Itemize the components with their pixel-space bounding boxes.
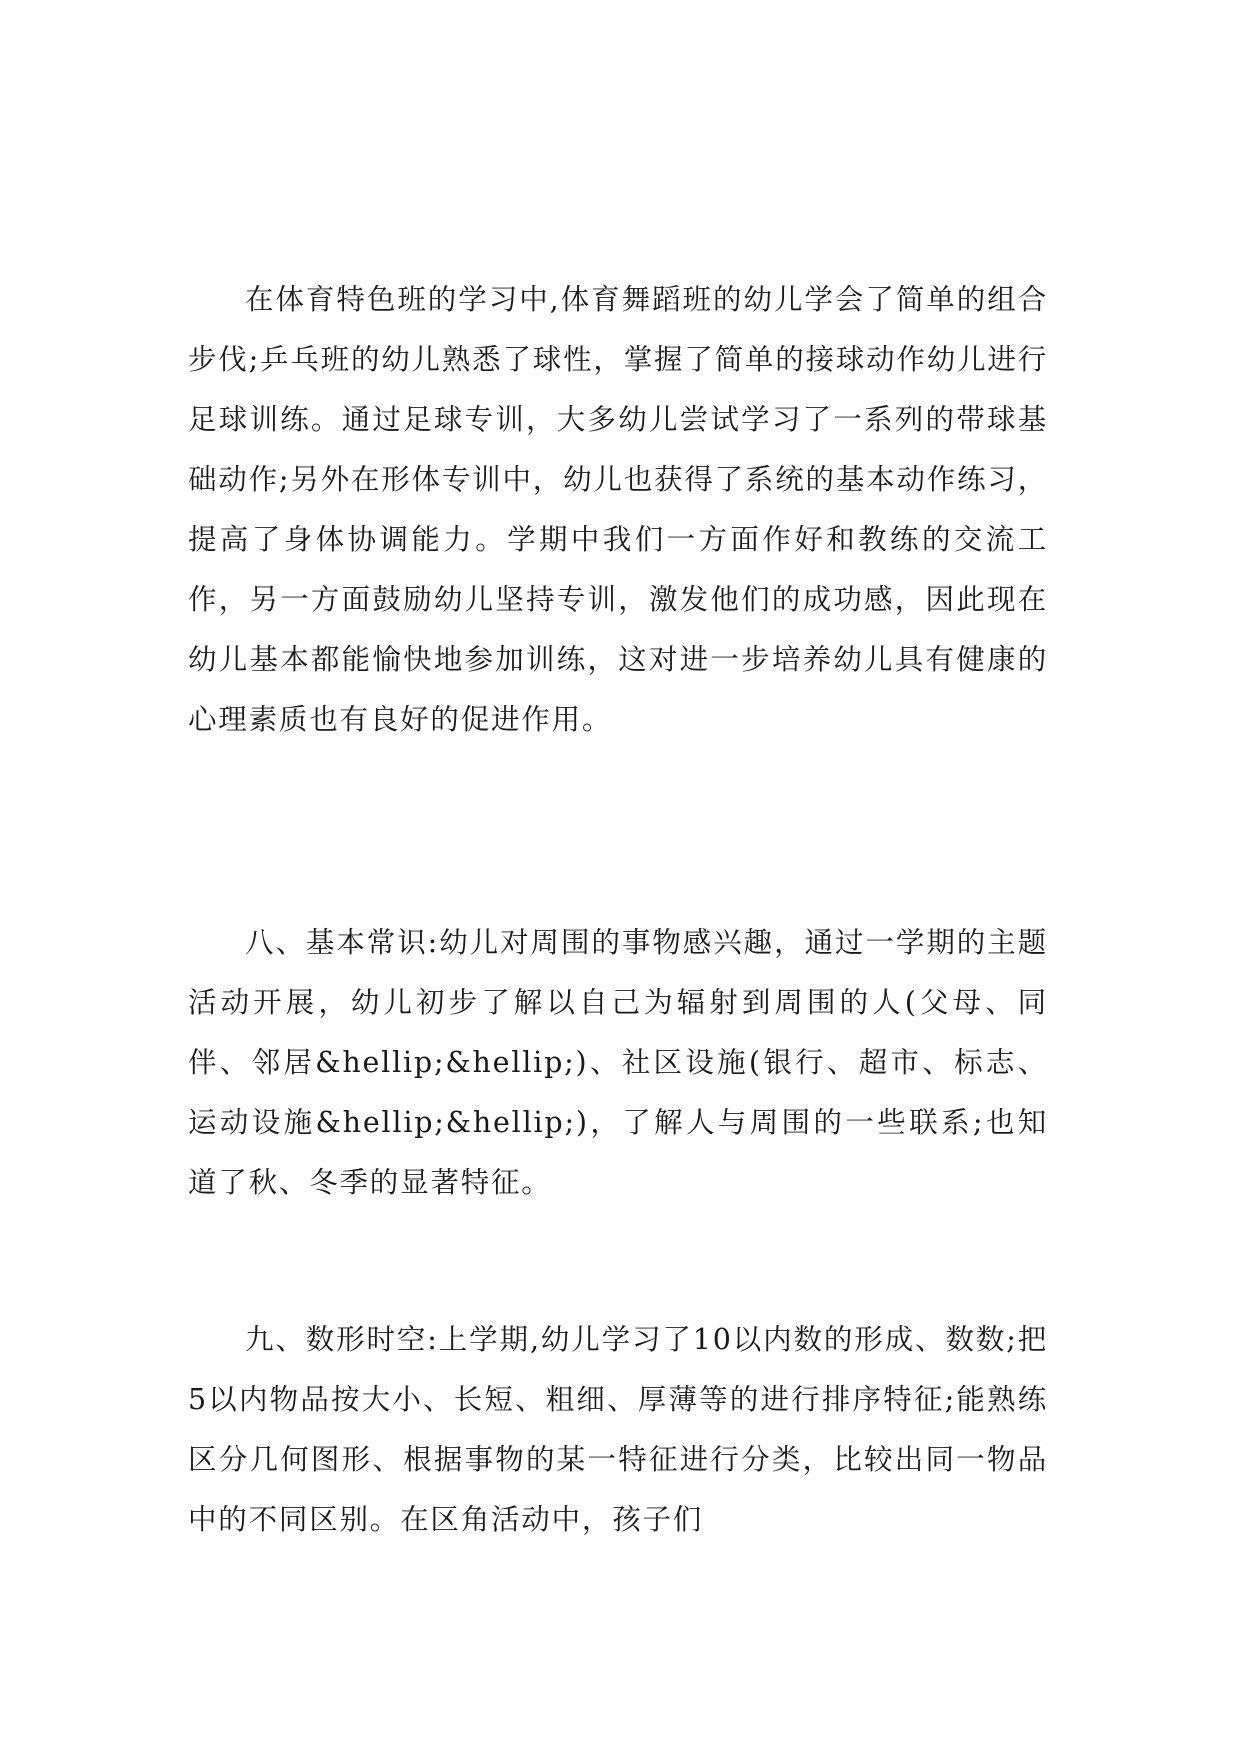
paragraph-sports-classes: 在体育特色班的学习中,体育舞蹈班的幼儿学会了简单的组合步伐;乒乓班的幼儿熟悉了球性，掌握了简单的接球动作幼儿进行足球训练。通过足球专训，大多幼儿尝试学习了一系列的带球基础动作;另外在形体专训中，幼儿也获得了系统的基本动作练习，提高了身体协调能力。学期中我们一方面作好和教练的交流工作，另一方面鼓励幼儿坚持专训，激发他们的成功感，因此现在幼儿基本都能愉快地参加训练，这对进一步培养幼儿具有健康的心理素质也有良好的促进作用。 [188,283,1048,736]
paragraph-basic-knowledge: 八、基本常识:幼儿对周围的事物感兴趣，通过一学期的主题活动开展，幼儿初步了解以自己为辐射到周围的人(父母、同伴、邻居&hellip;&hellip;)、社区设施(银行、超市、标志、运动设施&hellip;&hellip;)，了解人与周围的一些联系;也知道了秋、冬季的显著特征。 [188,926,1048,1199]
paragraph-numbers-shapes: 九、数形时空:上学期,幼儿学习了10以内数的形成、数数;把5以内物品按大小、长短、粗细、厚薄等的进行排序特征;能熟练区分几何图形、根据事物的某一特征进行分类，比较出同一物品中的不同区别。在区角活动中，孩子们 [188,1323,1048,1536]
